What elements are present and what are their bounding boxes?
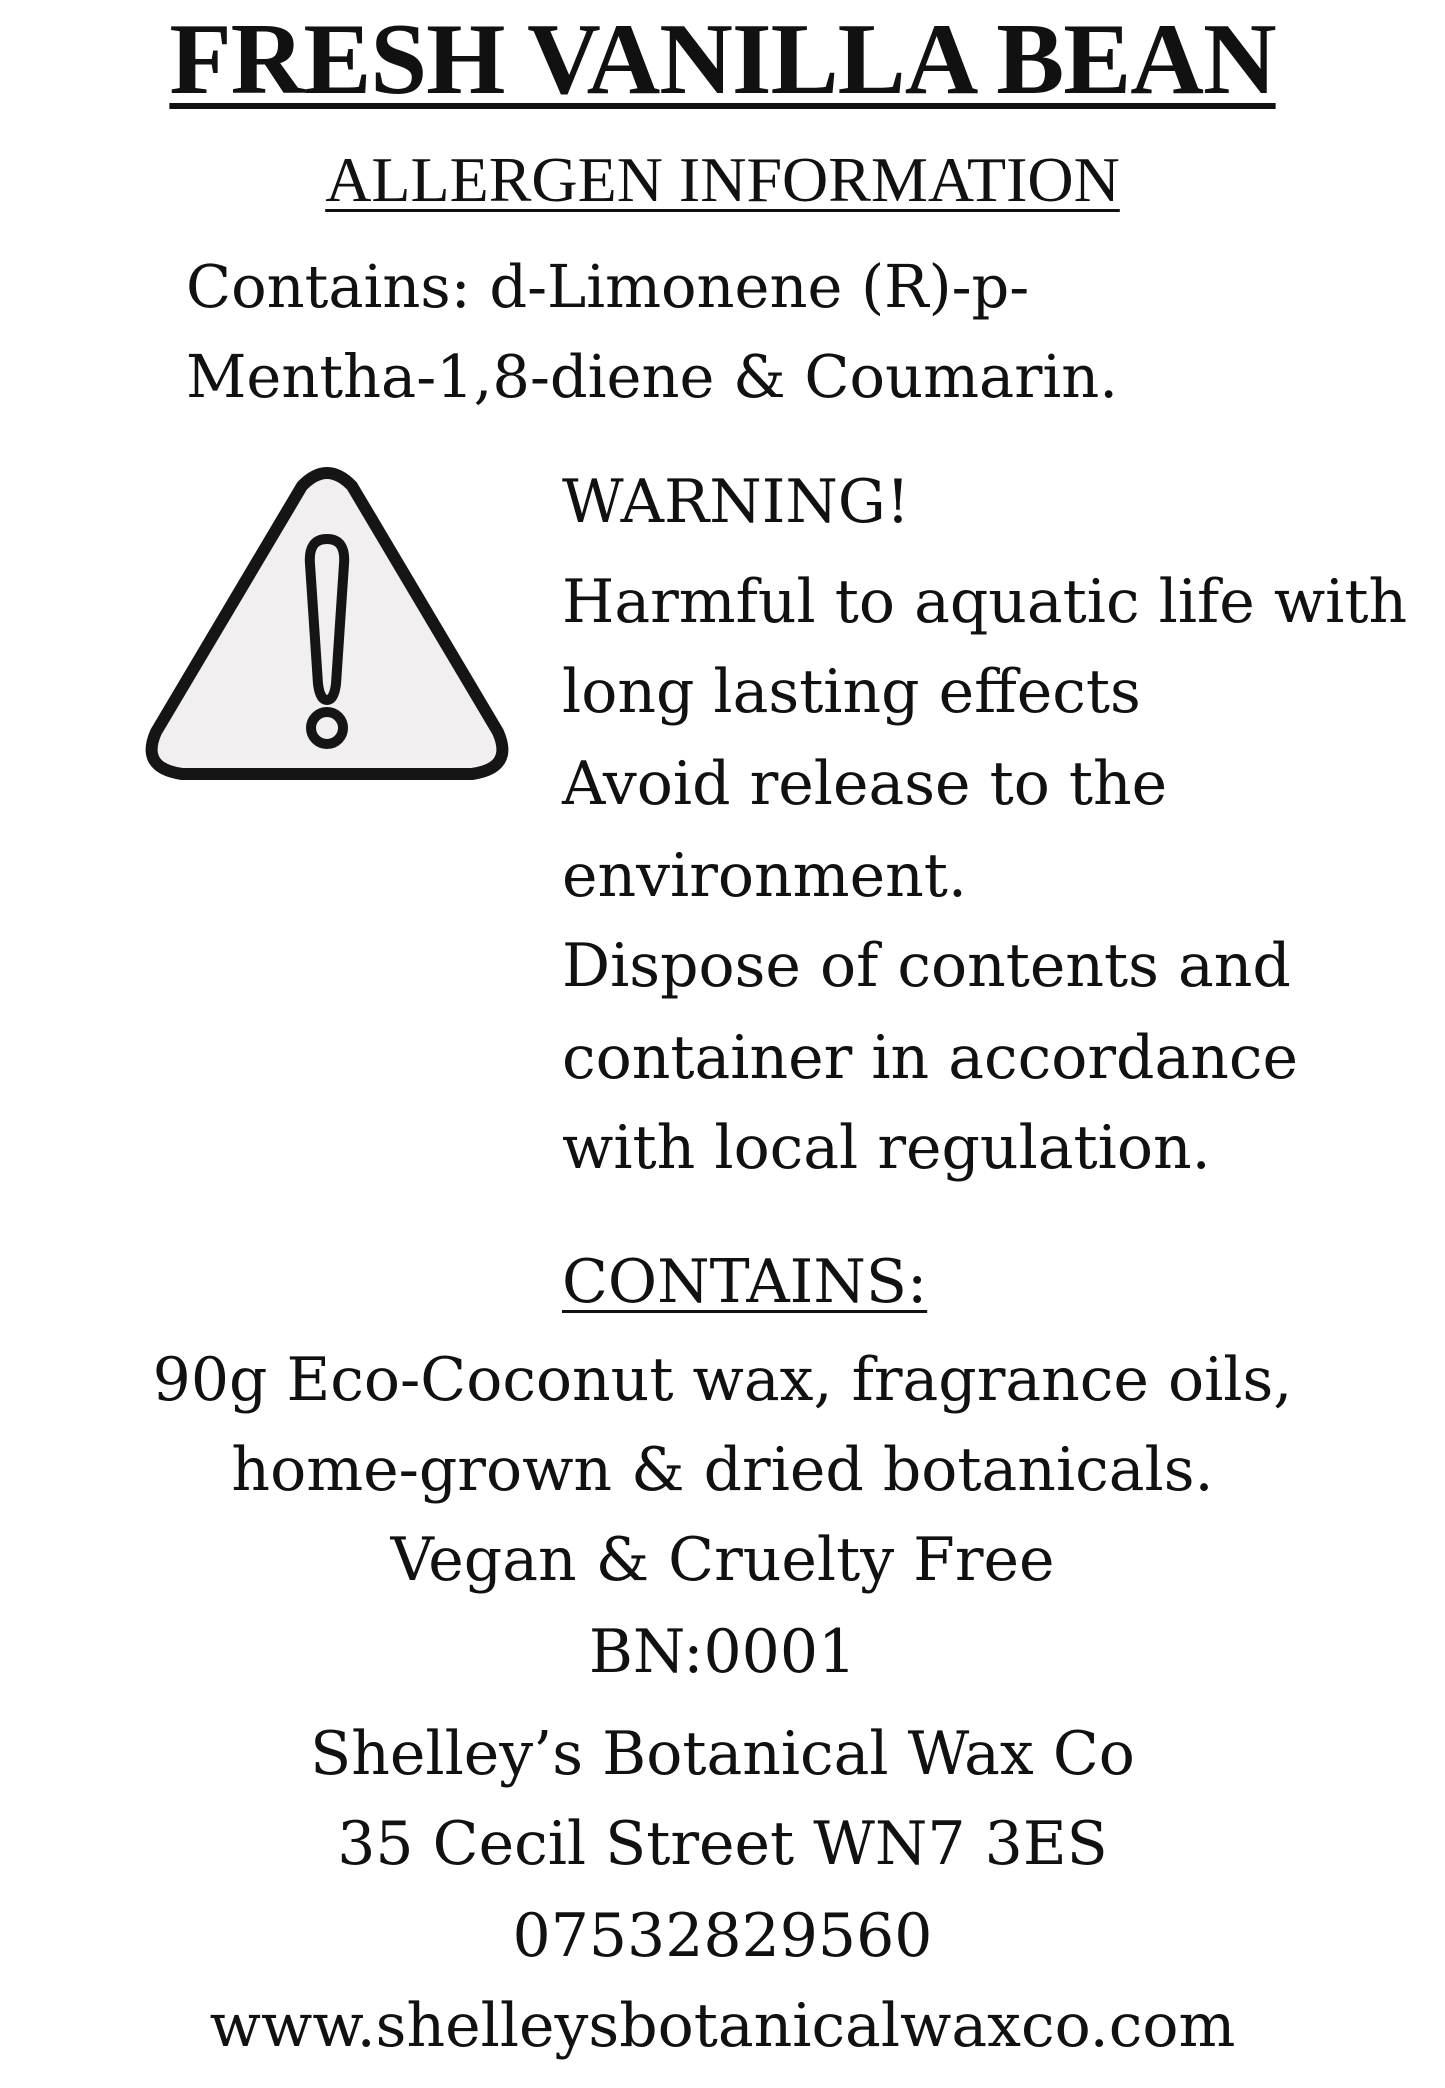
contains-line: Vegan & Cruelty Free xyxy=(390,1525,1055,1595)
allergen-line: Contains: d-Limonene (R)-p- xyxy=(186,252,1030,321)
allergen-line: Mentha-1,8-diene & Coumarin. xyxy=(186,342,1119,411)
warning-line: environment. xyxy=(562,841,967,911)
company-address: 35 Cecil Street WN7 3ES xyxy=(337,1809,1108,1879)
contains-heading: CONTAINS: xyxy=(562,1247,928,1317)
warning-heading: WARNING! xyxy=(562,467,910,537)
batch-number: BN:0001 xyxy=(588,1617,857,1687)
contains-line: 90g Eco-Coconut wax, fragrance oils, xyxy=(152,1345,1293,1415)
warning-line: Avoid release to the xyxy=(562,749,1168,819)
allergen-heading: ALLERGEN INFORMATION xyxy=(325,144,1120,215)
contains-line: home-grown & dried botanicals. xyxy=(231,1435,1214,1505)
warning-line: long lasting effects xyxy=(562,657,1141,727)
warning-line: Harmful to aquatic life with xyxy=(562,567,1408,637)
company-website: www.shelleysbotanicalwaxco.com xyxy=(209,1991,1236,2061)
warning-line: container in accordance xyxy=(562,1023,1298,1093)
company-phone: 07532829560 xyxy=(512,1901,933,1971)
company-name: Shelley’s Botanical Wax Co xyxy=(310,1719,1135,1789)
product-title: FRESH VANILLA BEAN xyxy=(169,3,1276,116)
warning-triangle-icon xyxy=(142,464,512,794)
warning-line: Dispose of contents and xyxy=(562,931,1291,1001)
warning-line: with local regulation. xyxy=(562,1113,1211,1183)
